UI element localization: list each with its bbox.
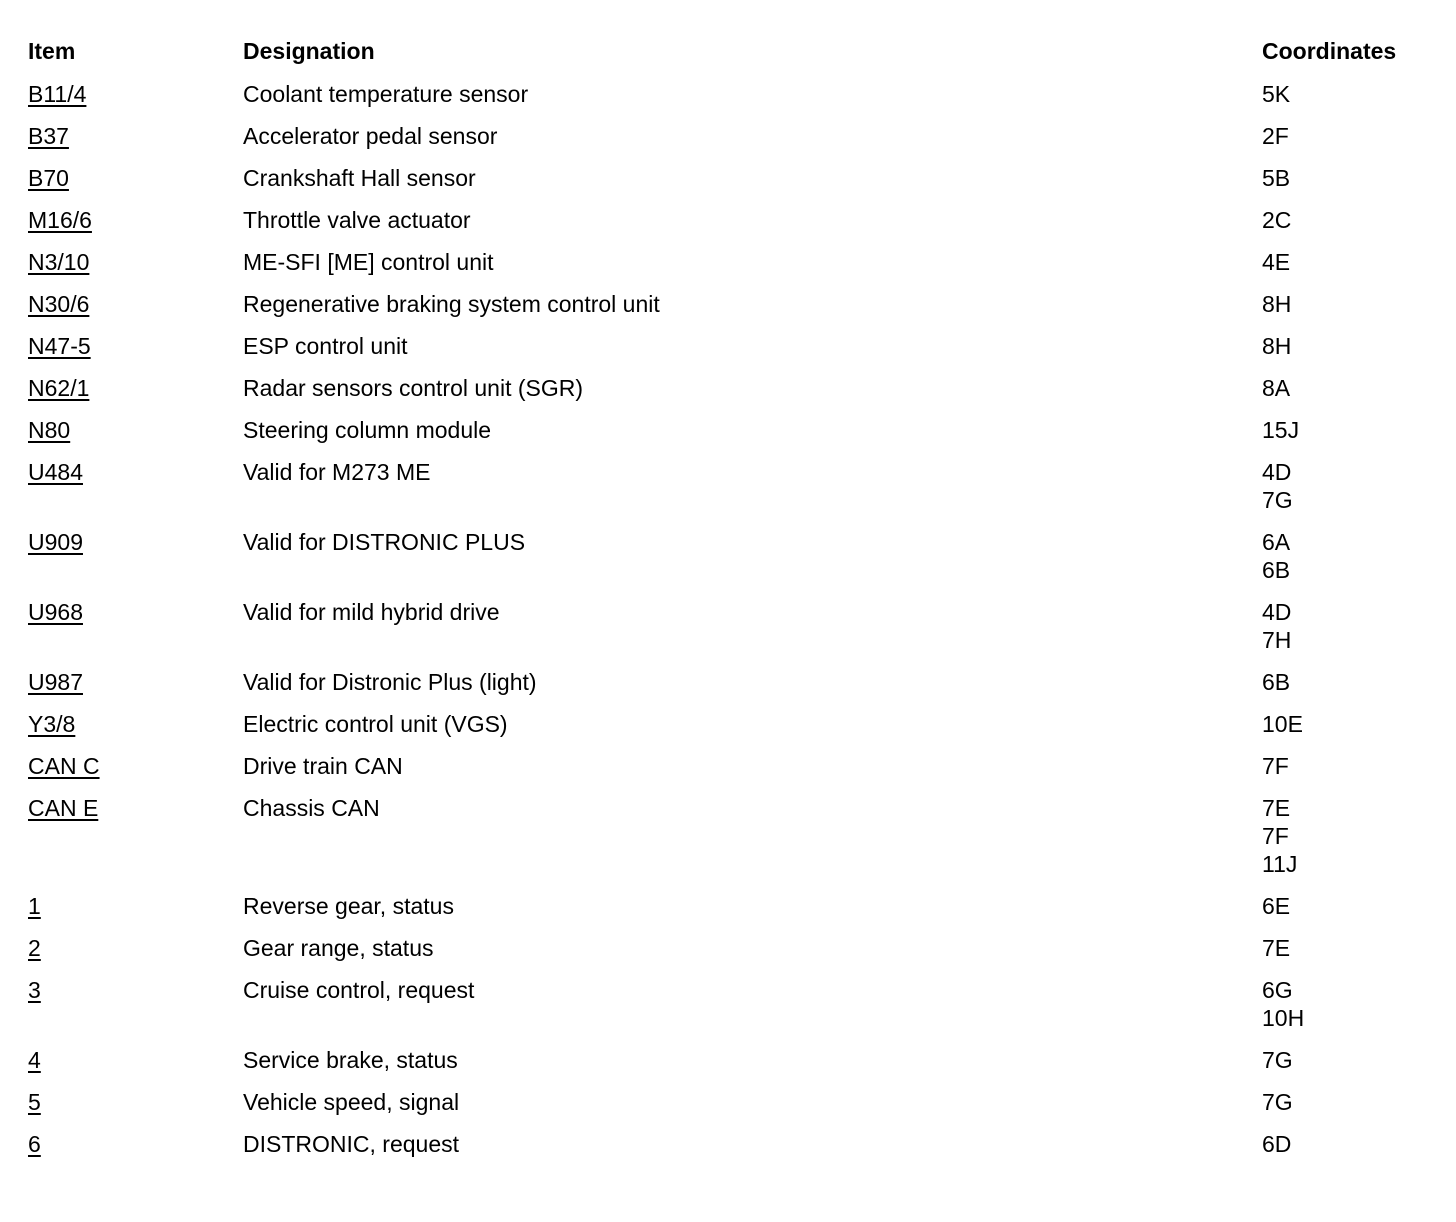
table-row [0,1088,1456,1130]
item-link[interactable]: 1 [28,893,41,919]
coordinate-value: 7H [1262,627,1292,653]
header-coordinates: Coordinates [1262,38,1397,64]
item-link[interactable]: M16/6 [28,207,92,233]
item-link[interactable]: U909 [28,529,83,555]
coordinates-cell [1262,248,1456,276]
table-row [0,668,1456,710]
table-row [0,80,1456,122]
table-row [0,752,1456,794]
header-designation: Designation [243,38,375,64]
coordinate-value: 6B [1262,669,1291,695]
coordinates-cell [1262,290,1456,318]
designation-text: Service brake, status [243,1047,458,1073]
header-item: Item [28,38,76,64]
item-link[interactable]: B37 [28,123,69,149]
coordinates-cell [1262,332,1456,360]
coordinates-cell [1262,710,1456,738]
item-link[interactable]: B70 [28,165,69,191]
coordinates-cell [1262,934,1456,962]
designation-text: Throttle valve actuator [243,207,471,233]
coordinate-value: 5K [1262,81,1291,107]
designation-text: Valid for DISTRONIC PLUS [243,529,526,555]
designation-text: Valid for mild hybrid drive [243,599,500,625]
item-link[interactable]: N80 [28,417,71,443]
coordinates-cell [1262,122,1456,150]
coordinate-value: 7E [1262,935,1291,961]
coordinate-value: 6E [1262,893,1291,919]
designation-text: Electric control unit (VGS) [243,711,508,737]
table-row [0,892,1456,934]
designation-text: Regenerative braking system control unit [243,291,660,317]
item-link[interactable]: N3/10 [28,249,90,275]
item-link[interactable]: U484 [28,459,83,485]
coordinates-cell [1262,206,1456,234]
designation-text: Steering column module [243,417,492,443]
designation-text: Valid for Distronic Plus (light) [243,669,537,695]
table-row [0,248,1456,290]
table-row [0,458,1456,528]
coordinate-value: 6A [1262,529,1291,555]
coordinate-value: 7G [1262,1047,1293,1073]
item-link[interactable]: CAN E [28,795,99,821]
coordinates-cell [1262,1046,1456,1074]
designation-text: Valid for M273 ME [243,459,431,485]
coordinates-cell [1262,892,1456,920]
table-row [0,794,1456,892]
coordinate-value: 8H [1262,333,1292,359]
coordinates-cell [1262,164,1456,192]
table-row [0,528,1456,598]
coordinate-value: 10H [1262,1005,1305,1031]
table-row [0,374,1456,416]
coordinate-value: 7F [1262,823,1289,849]
coordinates-cell [1262,416,1456,444]
coordinate-value: 7G [1262,487,1293,513]
coordinates-cell [1262,752,1456,780]
coordinates-cell [1262,528,1456,584]
coordinate-value: 11J [1262,851,1298,877]
coordinate-value: 2F [1262,123,1289,149]
designation-text: Gear range, status [243,935,434,961]
coordinates-cell [1262,598,1456,654]
coordinate-value: 6D [1262,1131,1292,1157]
coordinate-value: 5B [1262,165,1291,191]
designation-text: Cruise control, request [243,977,475,1003]
designation-text: Drive train CAN [243,753,403,779]
item-link[interactable]: 5 [28,1089,41,1115]
coordinate-value: 2C [1262,207,1292,233]
item-link[interactable]: U968 [28,599,83,625]
item-link[interactable]: N47-5 [28,333,91,359]
table-row [0,164,1456,206]
table-row [0,122,1456,164]
item-link[interactable]: 6 [28,1131,41,1157]
table-row [0,332,1456,374]
coordinate-value: 7F [1262,753,1289,779]
designation-text: ME-SFI [ME] control unit [243,249,494,275]
coordinates-cell [1262,1088,1456,1116]
item-link[interactable]: 4 [28,1047,41,1073]
designation-text: Accelerator pedal sensor [243,123,498,149]
coordinate-value: 4D [1262,599,1292,625]
legend-rows [0,80,1456,1172]
item-link[interactable]: N30/6 [28,291,90,317]
coordinate-value: 8A [1262,375,1291,401]
item-link[interactable]: N62/1 [28,375,90,401]
item-link[interactable]: U987 [28,669,83,695]
table-row [0,290,1456,332]
coordinate-value: 6B [1262,557,1291,583]
table-row [0,598,1456,668]
coordinates-cell [1262,668,1456,696]
coordinate-value: 8H [1262,291,1292,317]
table-row [0,416,1456,458]
designation-text: Radar sensors control unit (SGR) [243,375,584,401]
table-row [0,1130,1456,1172]
designation-text: Coolant temperature sensor [243,81,529,107]
coordinates-cell [1262,1130,1456,1158]
coordinate-value: 4D [1262,459,1292,485]
coordinate-value: 7G [1262,1089,1293,1115]
designation-text: Crankshaft Hall sensor [243,165,476,191]
table-row [0,934,1456,976]
coordinates-cell [1262,80,1456,108]
coordinates-cell [1262,374,1456,402]
item-link[interactable]: B11/4 [28,81,87,107]
item-link[interactable]: CAN C [28,753,100,779]
designation-text: Vehicle speed, signal [243,1089,460,1115]
coordinate-value: 15J [1262,417,1300,443]
coordinate-value: 4E [1262,249,1291,275]
designation-text: DISTRONIC, request [243,1131,459,1157]
table-row [0,976,1456,1046]
coordinate-value: 10E [1262,711,1303,737]
coordinate-value: 6G [1262,977,1293,1003]
item-link[interactable]: 3 [28,977,41,1003]
designation-text: Chassis CAN [243,795,380,821]
designation-text: ESP control unit [243,333,408,359]
table-row [0,710,1456,752]
coordinates-cell [1262,794,1456,878]
item-link[interactable]: 2 [28,935,41,961]
table-row [0,206,1456,248]
coordinates-cell [1262,458,1456,514]
item-link[interactable]: Y3/8 [28,711,76,737]
coordinates-cell [1262,976,1456,1032]
coordinate-value: 7E [1262,795,1291,821]
designation-text: Reverse gear, status [243,893,454,919]
table-row [0,1046,1456,1088]
